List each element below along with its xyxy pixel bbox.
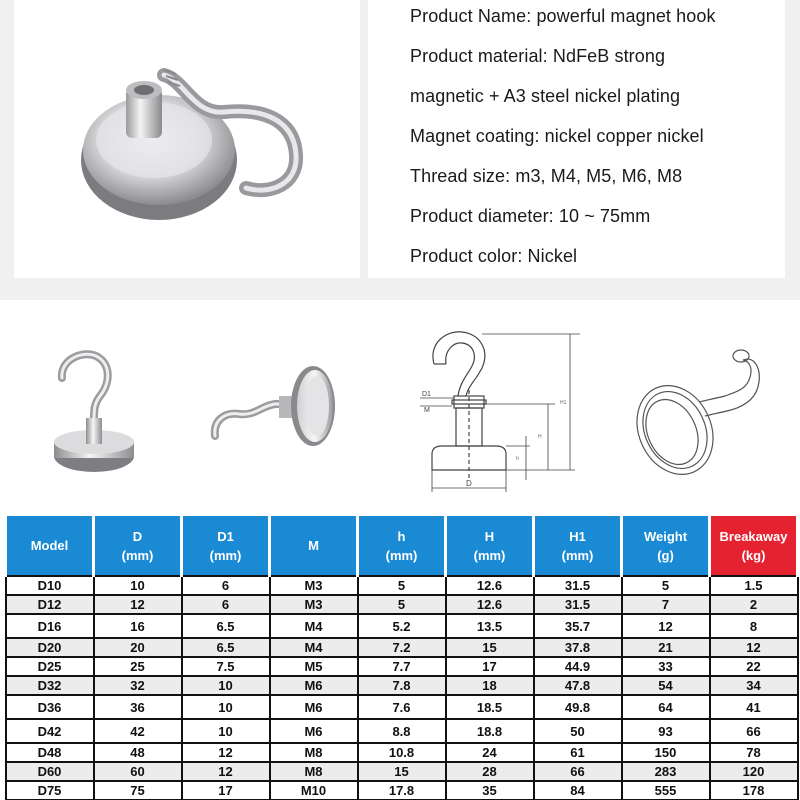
cell-weight: 7 <box>622 595 710 614</box>
spec-product-name: Product Name: powerful magnet hook <box>410 6 716 26</box>
cell-d: 48 <box>94 743 182 762</box>
cell-d1: 10 <box>182 695 270 719</box>
cell-h-small: 7.2 <box>358 638 446 657</box>
cell-weight: 93 <box>622 719 710 743</box>
cell-d1: 6 <box>182 576 270 595</box>
cell-d1: 12 <box>182 762 270 781</box>
cell-h1: 31.5 <box>534 576 622 595</box>
table-row <box>6 743 798 762</box>
label-h-lower: h <box>516 456 519 462</box>
table-row <box>6 576 798 595</box>
cell-weight: 33 <box>622 657 710 676</box>
cell-breakaway: 2 <box>710 595 798 614</box>
cell-model: D16 <box>6 614 94 638</box>
header-h: H (mm) <box>446 516 534 576</box>
cell-h1: 37.8 <box>534 638 622 657</box>
cell-m: M5 <box>270 657 358 676</box>
cell-h-small: 5 <box>358 576 446 595</box>
cell-weight: 150 <box>622 743 710 762</box>
cell-m: M4 <box>270 614 358 638</box>
cell-d1: 6 <box>182 595 270 614</box>
cell-model: D20 <box>6 638 94 657</box>
table-row <box>6 657 798 676</box>
cell-h1: 47.8 <box>534 676 622 695</box>
cell-weight: 283 <box>622 762 710 781</box>
hook-line-drawing <box>625 320 775 510</box>
cell-breakaway: 8 <box>710 614 798 638</box>
cell-h: 28 <box>446 762 534 781</box>
cell-d: 60 <box>94 762 182 781</box>
cell-m: M8 <box>270 762 358 781</box>
specification-table <box>4 516 799 800</box>
header-h-small: h (mm) <box>358 516 446 576</box>
spec-material-cont: magnetic + A3 steel nickel plating <box>410 86 681 106</box>
table-row <box>6 762 798 781</box>
spec-diameter: Product diameter: 10 ~ 75mm <box>410 206 651 226</box>
cell-h-small: 10.8 <box>358 743 446 762</box>
product-spec-panel <box>368 0 785 278</box>
table-row <box>6 614 798 638</box>
cell-d: 25 <box>94 657 182 676</box>
cell-weight: 555 <box>622 781 710 800</box>
table-row <box>6 719 798 743</box>
dimension-drawing <box>410 320 580 510</box>
product-views <box>0 320 800 510</box>
cell-m: M3 <box>270 595 358 614</box>
cell-breakaway: 34 <box>710 676 798 695</box>
cell-d1: 6.5 <box>182 638 270 657</box>
cell-model: D60 <box>6 762 94 781</box>
cell-m: M6 <box>270 695 358 719</box>
cell-d1: 10 <box>182 676 270 695</box>
cell-h1: 61 <box>534 743 622 762</box>
cell-d: 10 <box>94 576 182 595</box>
cell-model: D10 <box>6 576 94 595</box>
cell-h-small: 7.7 <box>358 657 446 676</box>
cell-weight: 21 <box>622 638 710 657</box>
cell-h1: 35.7 <box>534 614 622 638</box>
cell-h1: 84 <box>534 781 622 800</box>
cell-h1: 66 <box>534 762 622 781</box>
cell-breakaway: 12 <box>710 638 798 657</box>
cell-weight: 54 <box>622 676 710 695</box>
table-row <box>6 638 798 657</box>
cell-model: D75 <box>6 781 94 800</box>
cell-h: 35 <box>446 781 534 800</box>
cell-weight: 64 <box>622 695 710 719</box>
header-m: M <box>270 516 358 576</box>
label-d: D <box>466 479 472 488</box>
cell-breakaway: 22 <box>710 657 798 676</box>
cell-weight: 5 <box>622 576 710 595</box>
label-h1: H1 <box>560 400 567 406</box>
label-h-upper: H <box>538 434 542 440</box>
magnet-hook-photo <box>14 0 360 278</box>
cell-h: 12.6 <box>446 595 534 614</box>
table-row <box>6 676 798 695</box>
cell-breakaway: 120 <box>710 762 798 781</box>
cell-d: 75 <box>94 781 182 800</box>
cell-h1: 50 <box>534 719 622 743</box>
cell-model: D25 <box>6 657 94 676</box>
cell-h-small: 7.6 <box>358 695 446 719</box>
label-d1: D1 <box>422 391 431 398</box>
cell-weight: 12 <box>622 614 710 638</box>
spec-color: Product color: Nickel <box>410 246 578 266</box>
cell-h: 18.5 <box>446 695 534 719</box>
table-row <box>6 595 798 614</box>
cell-d1: 7.5 <box>182 657 270 676</box>
cell-h-small: 17.8 <box>358 781 446 800</box>
cell-h: 15 <box>446 638 534 657</box>
cell-h: 17 <box>446 657 534 676</box>
cell-h-small: 7.8 <box>358 676 446 695</box>
cell-h-small: 5.2 <box>358 614 446 638</box>
cell-d: 42 <box>94 719 182 743</box>
cell-m: M3 <box>270 576 358 595</box>
cell-h1: 31.5 <box>534 595 622 614</box>
hook-upright-photo <box>40 320 160 510</box>
table-row <box>6 781 798 800</box>
cell-d1: 10 <box>182 719 270 743</box>
header-breakaway: Breakaway (kg) <box>710 516 798 576</box>
spec-coating: Magnet coating: nickel copper nickel <box>410 126 704 146</box>
cell-model: D42 <box>6 719 94 743</box>
cell-h1: 49.8 <box>534 695 622 719</box>
cell-breakaway: 41 <box>710 695 798 719</box>
hook-side-photo <box>205 320 345 510</box>
spec-thread-size: Thread size: m3, M4, M5, M6, M8 <box>410 166 683 186</box>
cell-model: D48 <box>6 743 94 762</box>
header-weight: Weight (g) <box>622 516 710 576</box>
table-header-row <box>6 516 798 576</box>
cell-h: 24 <box>446 743 534 762</box>
cell-breakaway: 178 <box>710 781 798 800</box>
header-h1: H1 (mm) <box>534 516 622 576</box>
cell-m: M10 <box>270 781 358 800</box>
cell-model: D12 <box>6 595 94 614</box>
cell-d: 36 <box>94 695 182 719</box>
cell-d: 32 <box>94 676 182 695</box>
cell-m: M8 <box>270 743 358 762</box>
spec-material: Product material: NdFeB strong <box>410 46 666 66</box>
cell-h-small: 8.8 <box>358 719 446 743</box>
cell-h1: 44.9 <box>534 657 622 676</box>
cell-m: M6 <box>270 676 358 695</box>
cell-d1: 12 <box>182 743 270 762</box>
cell-h-small: 15 <box>358 762 446 781</box>
table-row <box>6 695 798 719</box>
header-d1: D1 (mm) <box>182 516 270 576</box>
cell-m: M6 <box>270 719 358 743</box>
cell-model: D32 <box>6 676 94 695</box>
cell-d: 12 <box>94 595 182 614</box>
cell-m: M4 <box>270 638 358 657</box>
label-m: M <box>424 407 430 414</box>
cell-h: 13.5 <box>446 614 534 638</box>
cell-h: 18 <box>446 676 534 695</box>
header-d: D (mm) <box>94 516 182 576</box>
cell-d: 16 <box>94 614 182 638</box>
cell-breakaway: 78 <box>710 743 798 762</box>
cell-breakaway: 66 <box>710 719 798 743</box>
cell-h: 18.8 <box>446 719 534 743</box>
cell-model: D36 <box>6 695 94 719</box>
product-photo-panel <box>14 0 360 278</box>
cell-d1: 6.5 <box>182 614 270 638</box>
cell-d1: 17 <box>182 781 270 800</box>
cell-d: 20 <box>94 638 182 657</box>
cell-h: 12.6 <box>446 576 534 595</box>
cell-h-small: 5 <box>358 595 446 614</box>
cell-breakaway: 1.5 <box>710 576 798 595</box>
header-model: Model <box>6 516 94 576</box>
